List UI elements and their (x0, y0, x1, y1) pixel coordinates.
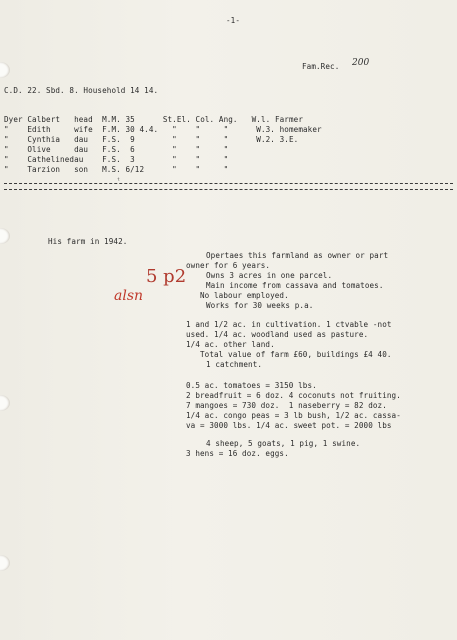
text-line: 2 breadfruit = 6 doz. 4 coconuts not fruiting. (186, 391, 401, 400)
member-row: " Olive dau F.S. 6 " " " (4, 145, 229, 154)
text-line: 1 catchment. (206, 360, 263, 369)
text-line: Main income from cassava and tomatoes. (206, 281, 384, 290)
text-line: 4 sheep, 5 goats, 1 pig, 1 swine. (206, 439, 361, 448)
text-line: 1/4 ac. congo peas = 3 lb bush, 1/2 ac. cassa- (186, 411, 401, 420)
text-line: Works for 30 weeks p.a. (206, 301, 314, 310)
text-line: 1/4 ac. other land. (186, 340, 275, 349)
text-line: Total value of farm £60, buildings £4 40. (200, 350, 392, 359)
fam-rec-number: 200 (352, 58, 370, 68)
divider-line (4, 183, 453, 184)
red-annotation: alsn (114, 288, 144, 304)
text-line: va = 3000 lbs. 1/4 ac. sweet pot. = 2000 lbs (186, 421, 392, 430)
text-line: 0.5 ac. tomatoes = 3150 lbs. (186, 381, 317, 390)
punch-hole (0, 555, 10, 571)
text-line: Owns 3 acres in one parcel. (206, 271, 333, 280)
punch-hole (0, 228, 10, 244)
text-line: used. 1/4 ac. woodland used as pasture. (186, 330, 369, 339)
member-row: Dyer Calbert head M.M. 35 St.El. Col. Ang. W.l. Farmer (4, 115, 303, 124)
text-line: No labour employed. (200, 291, 289, 300)
text-line: 1 and 1/2 ac. in cultivation. 1 ctvable -not (186, 320, 392, 329)
text-line: Opertaes this farmland as owner or part (206, 251, 389, 260)
punch-hole (0, 62, 10, 78)
tick-mark: ᵗ (116, 176, 121, 185)
member-row: " Cathelinedau F.S. 3 " " " (4, 155, 229, 164)
red-fraction: 5 p2 (146, 266, 187, 287)
member-row: " Tarzion son M.S. 6/12 " " " (4, 165, 229, 174)
farm-heading: His farm in 1942. (48, 237, 128, 246)
text-line: owner for 6 years. (186, 261, 271, 270)
household-header: C.D. 22. Sbd. 8. Household 14 14. (4, 86, 159, 95)
member-row: " Edith wife F.M. 30 4.4. " " " W.3. homemaker (4, 125, 322, 134)
text-line: 7 mangoes = 730 doz. 1 naseberry = 82 doz. (186, 401, 387, 410)
member-row: " Cynthia dau F.S. 9 " " " W.2. 3.E. (4, 135, 299, 144)
page-number: -1- (226, 16, 241, 25)
punch-hole (0, 395, 10, 411)
fam-rec-label: Fam.Rec. (302, 62, 340, 71)
text-line: 3 hens = 16 doz. eggs. (186, 449, 289, 458)
divider-line (4, 189, 453, 190)
